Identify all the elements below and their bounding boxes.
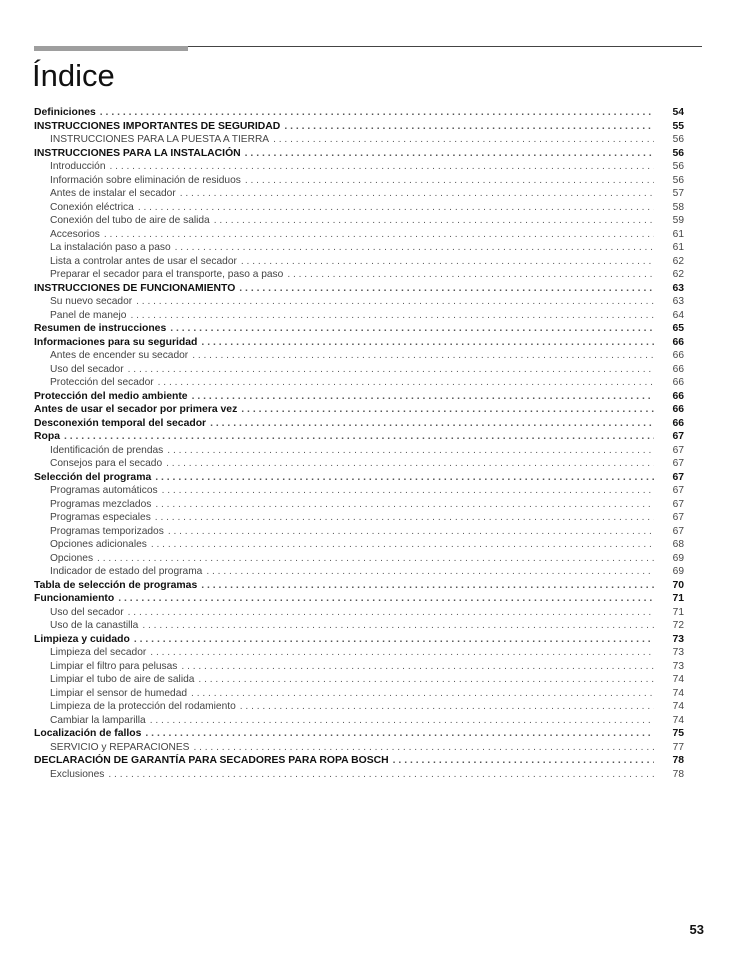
toc-entry-page: 66: [672, 336, 684, 348]
toc-subsection-entry[interactable]: [34, 687, 684, 701]
toc-entry-page: 64: [672, 309, 684, 321]
toc-dot-leader: [97, 552, 654, 566]
toc-entry-label: Panel de manejo: [50, 309, 127, 321]
toc-subsection-entry[interactable]: [34, 376, 684, 390]
toc-entry-page: 66: [672, 363, 684, 375]
toc-dot-leader: [191, 687, 654, 701]
toc-subsection-entry[interactable]: [34, 201, 684, 215]
toc-entry-label: DECLARACIÓN DE GARANTÍA PARA SECADORES PARA ROPA BOSCH: [34, 755, 389, 766]
toc-subsection-entry[interactable]: [34, 160, 684, 174]
toc-entry-page: 72: [672, 620, 684, 631]
toc-entry-page: 63: [672, 296, 684, 307]
toc-entry-page: 75: [672, 728, 684, 739]
toc-entry-page: 73: [672, 647, 684, 658]
toc-subsection-entry[interactable]: [34, 241, 684, 255]
toc-entry-label: Funcionamiento: [34, 593, 115, 604]
toc-entry-label: INSTRUCCIONES IMPORTANTES DE SEGURIDAD: [34, 120, 281, 132]
toc-entry-page: 56: [672, 147, 684, 159]
toc-entry-page: 67: [672, 485, 684, 496]
toc-entry-label: Uso del secador: [50, 363, 124, 375]
toc-entry-page: 62: [672, 269, 684, 280]
toc-subsection-entry[interactable]: [34, 133, 684, 147]
toc-section-entry[interactable]: [34, 579, 684, 593]
toc-entry-label: Definiciones: [34, 107, 96, 118]
toc-subsection-entry[interactable]: [34, 673, 684, 687]
toc-subsection-entry[interactable]: [34, 484, 684, 498]
toc-entry-page: 73: [672, 633, 684, 645]
toc-entry-label: INSTRUCCIONES DE FUNCIONAMIENTO: [34, 282, 236, 294]
toc-section-entry[interactable]: [34, 592, 684, 606]
toc-entry-label: Limpieza del secador: [50, 647, 147, 658]
toc-dot-leader: [155, 471, 654, 485]
toc-entry-page: 67: [672, 431, 684, 442]
toc-entry-page: 65: [672, 323, 684, 334]
toc-dot-leader: [192, 349, 654, 363]
toc-dot-leader: [162, 484, 654, 498]
toc-section-entry[interactable]: [34, 147, 684, 161]
toc-entry-label: Informaciones para su seguridad: [34, 336, 198, 348]
toc-entry-label: Limpieza de la protección del rodamiento: [50, 701, 236, 712]
toc-section-entry[interactable]: [34, 727, 684, 741]
toc-dot-leader: [155, 511, 654, 525]
toc-subsection-entry[interactable]: [34, 525, 684, 539]
toc-dot-leader: [170, 322, 654, 336]
toc-entry-label: Antes de usar el secador por primera vez: [34, 404, 238, 415]
toc-subsection-entry[interactable]: [34, 214, 684, 228]
toc-dot-leader: [245, 174, 654, 188]
toc-entry-label: Limpiar el tubo de aire de salida: [50, 674, 195, 685]
toc-dot-leader: [175, 241, 654, 255]
toc-entry-label: Conexión eléctrica: [50, 201, 134, 213]
toc-dot-leader: [100, 106, 654, 120]
toc-entry-label: Cambiar la lamparilla: [50, 714, 146, 726]
toc-dot-leader: [192, 390, 654, 404]
toc-entry-label: Resumen de instrucciones: [34, 323, 167, 334]
toc-dot-leader: [136, 295, 654, 309]
toc-subsection-entry[interactable]: [34, 538, 684, 552]
toc-entry-label: Protección del medio ambiente: [34, 390, 188, 402]
toc-entry-label: Limpiar el sensor de humedad: [50, 687, 188, 699]
toc-dot-leader: [150, 646, 654, 660]
toc-entry-page: 67: [672, 498, 684, 510]
toc-dot-leader: [142, 619, 654, 633]
toc-subsection-entry[interactable]: [34, 552, 684, 566]
toc-entry-label: Exclusiones: [50, 768, 105, 780]
toc-entry-page: 66: [672, 350, 684, 361]
toc-entry-page: 56: [672, 134, 684, 145]
toc-entry-label: Programas mezclados: [50, 498, 152, 510]
toc-entry-page: 54: [672, 107, 684, 118]
toc-entry-page: 61: [672, 228, 684, 240]
toc-dot-leader: [128, 363, 654, 377]
toc-entry-label: La instalación paso a paso: [50, 242, 171, 253]
header-accent-bar: [34, 46, 188, 51]
toc-dot-leader: [240, 700, 654, 714]
toc-section-entry[interactable]: [34, 417, 684, 431]
toc-entry-page: 57: [672, 188, 684, 199]
toc-dot-leader: [273, 133, 654, 147]
toc-entry-label: Accesorios: [50, 228, 100, 240]
toc-dot-leader: [284, 120, 654, 134]
toc-section-entry[interactable]: [34, 322, 684, 336]
toc-section-entry[interactable]: [34, 471, 684, 485]
toc-entry-page: 71: [672, 593, 684, 604]
toc-dot-leader: [166, 457, 654, 471]
toc-entry-label: Tabla de selección de programas: [34, 579, 198, 591]
toc-entry-page: 67: [672, 444, 684, 456]
toc-entry-page: 67: [672, 512, 684, 523]
toc-entry-label: Preparar el secador para el transporte, paso a paso: [50, 269, 284, 280]
toc-dot-leader: [138, 201, 654, 215]
toc-dot-leader: [64, 430, 654, 444]
toc-entry-page: 62: [672, 255, 684, 267]
toc-entry-label: Programas especiales: [50, 512, 151, 523]
toc-subsection-entry[interactable]: [34, 255, 684, 269]
toc-entry-page: 78: [672, 768, 684, 780]
toc-entry-label: Localización de fallos: [34, 728, 142, 739]
toc-subsection-entry[interactable]: [34, 295, 684, 309]
toc-entry-label: Lista a controlar antes de usar el secador: [50, 255, 237, 267]
toc-dot-leader: [158, 376, 654, 390]
toc-dot-leader: [210, 417, 654, 431]
toc-entry-page: 58: [672, 201, 684, 213]
toc-entry-label: Indicador de estado del programa: [50, 566, 203, 577]
toc-entry-label: Información sobre eliminación de residuos: [50, 174, 241, 186]
toc-dot-leader: [167, 444, 654, 458]
toc-entry-page: 56: [672, 161, 684, 172]
toc-entry-label: Antes de encender su secador: [50, 350, 189, 361]
toc-entry-label: Selección del programa: [34, 471, 152, 483]
toc-entry-label: Antes de instalar el secador: [50, 188, 176, 199]
toc-dot-leader: [151, 538, 654, 552]
toc-dot-leader: [198, 673, 654, 687]
toc-subsection-entry[interactable]: [34, 619, 684, 633]
toc-entry-page: 66: [672, 377, 684, 388]
toc-entry-label: Uso del secador: [50, 606, 124, 618]
toc-entry-label: INSTRUCCIONES PARA LA INSTALACIÓN: [34, 147, 241, 159]
toc-section-entry[interactable]: [34, 430, 684, 444]
toc-dot-leader: [110, 160, 655, 174]
toc-dot-leader: [239, 282, 654, 296]
toc-subsection-entry[interactable]: [34, 174, 684, 188]
toc-dot-leader: [118, 592, 654, 606]
toc-entry-page: 74: [672, 687, 684, 699]
toc-entry-label: Su nuevo secador: [50, 296, 133, 307]
toc-dot-leader: [214, 214, 654, 228]
toc-entry-page: 77: [672, 741, 684, 753]
toc-entry-label: Programas temporizados: [50, 525, 164, 537]
page-title: Índice: [32, 58, 115, 93]
toc-section-entry[interactable]: [34, 633, 684, 647]
toc-entry-label: Conexión del tubo de aire de salida: [50, 215, 210, 226]
toc-entry-page: 66: [672, 404, 684, 415]
toc-subsection-entry[interactable]: [34, 768, 684, 782]
toc-dot-leader: [128, 606, 654, 620]
toc-dot-leader: [108, 768, 654, 782]
toc-entry-label: SERVICIO y REPARACIONES: [50, 741, 190, 753]
toc-entry-page: 67: [672, 458, 684, 469]
toc-section-entry[interactable]: [34, 282, 684, 296]
toc-entry-page: 66: [672, 417, 684, 429]
toc-entry-page: 78: [672, 755, 684, 766]
toc-entry-label: Opciones adicionales: [50, 539, 147, 550]
toc-section-entry[interactable]: [34, 390, 684, 404]
toc-subsection-entry[interactable]: [34, 606, 684, 620]
toc-dot-leader: [168, 525, 654, 539]
toc-entry-page: 73: [672, 660, 684, 672]
toc-dot-leader: [287, 268, 654, 282]
toc-dot-leader: [150, 714, 654, 728]
toc-subsection-entry[interactable]: [34, 363, 684, 377]
toc-entry-label: Limpieza y cuidado: [34, 633, 130, 645]
toc-entry-page: 71: [672, 606, 684, 618]
toc-entry-label: Identificación de prendas: [50, 444, 164, 456]
toc-entry-label: Consejos para el secado: [50, 458, 163, 469]
toc-subsection-entry[interactable]: [34, 511, 684, 525]
toc-subsection-entry[interactable]: [34, 457, 684, 471]
toc-entry-label: Limpiar el filtro para pelusas: [50, 660, 178, 672]
toc-subsection-entry[interactable]: [34, 565, 684, 579]
toc-entry-label: Uso de la canastilla: [50, 620, 139, 631]
toc-dot-leader: [130, 309, 654, 323]
toc-section-entry[interactable]: [34, 106, 684, 120]
toc-entry-page: 68: [672, 539, 684, 550]
toc-section-entry[interactable]: [34, 120, 684, 134]
toc-subsection-entry[interactable]: [34, 714, 684, 728]
toc-dot-leader: [134, 633, 654, 647]
toc-dot-leader: [193, 741, 654, 755]
toc-dot-leader: [104, 228, 654, 242]
toc-entry-page: 67: [672, 471, 684, 483]
toc-entry-page: 56: [672, 174, 684, 186]
toc-entry-page: 70: [672, 579, 684, 591]
toc-subsection-entry[interactable]: [34, 349, 684, 363]
toc-entry-page: 55: [672, 120, 684, 132]
toc-entry-label: Introducción: [50, 161, 106, 172]
toc-subsection-entry[interactable]: [34, 646, 684, 660]
toc-subsection-entry[interactable]: [34, 700, 684, 714]
toc-entry-page: 59: [672, 215, 684, 226]
toc-entry-page: 61: [672, 242, 684, 253]
page-number: 53: [689, 922, 704, 937]
toc-entry-label: Programas automáticos: [50, 485, 158, 496]
toc-entry-page: 74: [672, 674, 684, 685]
toc-entry-label: Ropa: [34, 431, 60, 442]
toc-entry-page: 69: [672, 566, 684, 577]
toc-dot-leader: [201, 336, 654, 350]
toc-subsection-entry[interactable]: [34, 187, 684, 201]
toc-dot-leader: [145, 727, 654, 741]
toc-entry-label: Opciones: [50, 552, 94, 564]
table-of-contents: [34, 106, 684, 781]
toc-section-entry[interactable]: [34, 403, 684, 417]
toc-entry-page: 74: [672, 714, 684, 726]
toc-dot-leader: [180, 187, 654, 201]
toc-subsection-entry[interactable]: [34, 741, 684, 755]
toc-entry-page: 69: [672, 552, 684, 564]
toc-subsection-entry[interactable]: [34, 660, 684, 674]
toc-subsection-entry[interactable]: [34, 309, 684, 323]
toc-subsection-entry[interactable]: [34, 498, 684, 512]
toc-dot-leader: [393, 754, 654, 768]
toc-entry-label: Desconexión temporal del secador: [34, 417, 207, 429]
toc-dot-leader: [155, 498, 654, 512]
toc-entry-label: Protección del secador: [50, 377, 154, 388]
toc-dot-leader: [206, 565, 654, 579]
toc-subsection-entry[interactable]: [34, 444, 684, 458]
toc-dot-leader: [241, 403, 654, 417]
toc-dot-leader: [181, 660, 654, 674]
toc-dot-leader: [201, 579, 654, 593]
toc-dot-leader: [245, 147, 654, 161]
toc-dot-leader: [241, 255, 654, 269]
toc-entry-page: 66: [672, 390, 684, 402]
toc-entry-page: 67: [672, 525, 684, 537]
toc-entry-label: INSTRUCCIONES PARA LA PUESTA A TIERRA: [50, 134, 270, 145]
toc-subsection-entry[interactable]: [34, 268, 684, 282]
toc-entry-page: 63: [672, 282, 684, 294]
toc-subsection-entry[interactable]: [34, 228, 684, 242]
toc-entry-page: 74: [672, 701, 684, 712]
toc-section-entry[interactable]: [34, 754, 684, 768]
toc-section-entry[interactable]: [34, 336, 684, 350]
